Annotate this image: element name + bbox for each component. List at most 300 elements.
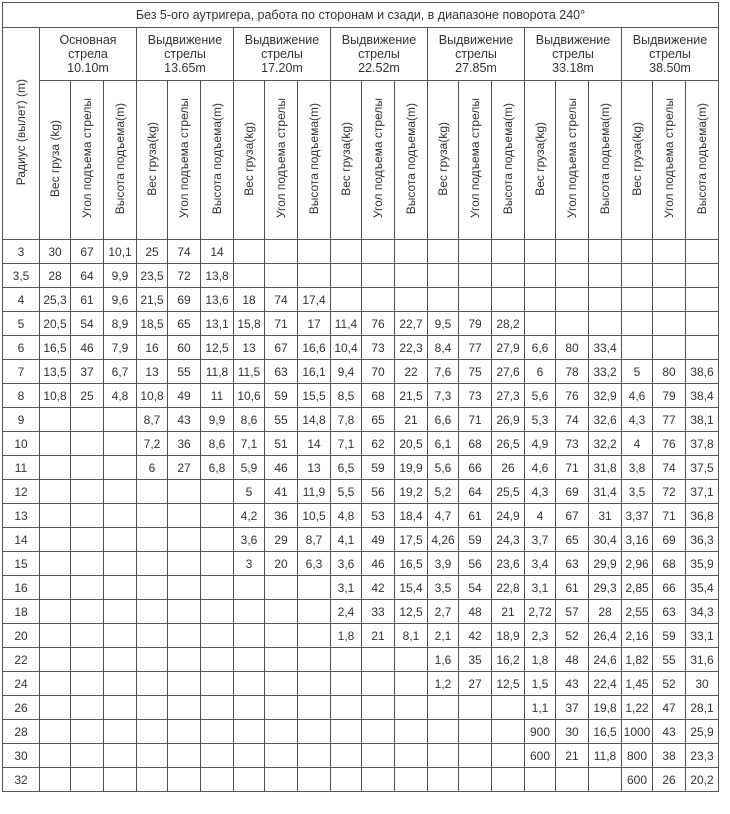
value-cell: 76 — [362, 312, 395, 336]
value-cell — [298, 744, 331, 768]
value-cell — [71, 504, 104, 528]
value-cell: 14 — [201, 240, 234, 264]
value-cell — [201, 768, 234, 792]
value-cell: 26,9 — [492, 408, 525, 432]
value-cell — [622, 264, 653, 288]
load-weight-header — [137, 81, 168, 240]
boom-group-header — [40, 28, 137, 81]
value-cell — [265, 648, 298, 672]
value-cell: 4,6 — [622, 384, 653, 408]
value-cell: 20,5 — [40, 312, 71, 336]
value-cell — [40, 504, 71, 528]
value-cell: 35,9 — [686, 552, 719, 576]
value-cell: 3,9 — [428, 552, 459, 576]
boom-angle-header — [168, 81, 201, 240]
value-cell: 8,9 — [104, 312, 137, 336]
value-cell — [137, 552, 168, 576]
table-row — [3, 432, 719, 456]
value-cell: 2,1 — [428, 624, 459, 648]
value-cell — [71, 408, 104, 432]
value-cell — [168, 672, 201, 696]
value-cell — [71, 480, 104, 504]
value-cell: 74 — [265, 288, 298, 312]
value-cell: 29,9 — [589, 552, 622, 576]
value-cell: 6,6 — [525, 336, 556, 360]
value-cell — [40, 408, 71, 432]
value-cell — [265, 672, 298, 696]
value-cell — [589, 240, 622, 264]
value-cell: 31,6 — [686, 648, 719, 672]
value-cell — [201, 648, 234, 672]
value-cell — [589, 768, 622, 792]
value-cell: 43 — [556, 672, 589, 696]
value-cell: 24,6 — [589, 648, 622, 672]
boom-angle-header — [265, 81, 298, 240]
value-cell: 8,5 — [331, 384, 362, 408]
lift-height-header — [686, 81, 719, 240]
value-cell — [395, 648, 428, 672]
value-cell — [686, 336, 719, 360]
value-cell — [395, 744, 428, 768]
value-cell: 27,3 — [492, 384, 525, 408]
value-cell: 6,7 — [104, 360, 137, 384]
radius-cell: 16 — [3, 576, 40, 600]
table-row — [3, 576, 719, 600]
boom-group-label: Основная стрела — [59, 33, 117, 61]
value-cell: 6 — [525, 360, 556, 384]
value-cell — [201, 504, 234, 528]
value-cell — [622, 312, 653, 336]
value-cell — [653, 288, 686, 312]
value-cell: 6,8 — [201, 456, 234, 480]
value-cell: 48 — [556, 648, 589, 672]
value-cell: 25 — [137, 240, 168, 264]
value-cell: 68 — [362, 384, 395, 408]
value-cell — [556, 312, 589, 336]
value-cell: 79 — [459, 312, 492, 336]
value-cell: 13 — [298, 456, 331, 480]
boom-length: 22.52m — [358, 61, 400, 75]
value-cell — [265, 240, 298, 264]
value-cell — [137, 720, 168, 744]
value-cell: 7,2 — [137, 432, 168, 456]
value-cell — [40, 456, 71, 480]
value-cell: 54 — [459, 576, 492, 600]
value-cell — [168, 648, 201, 672]
boom-group-header — [234, 28, 331, 81]
radius-header-label: Радиус (вылет) (m) — [14, 78, 28, 186]
value-cell: 9,9 — [201, 408, 234, 432]
value-cell: 71 — [265, 312, 298, 336]
value-cell — [525, 768, 556, 792]
radius-cell: 13 — [3, 504, 40, 528]
load-weight-header-label: Вес груза(kg) — [339, 121, 353, 196]
radius-cell: 9 — [3, 408, 40, 432]
radius-cell: 8 — [3, 384, 40, 408]
radius-cell: 24 — [3, 672, 40, 696]
value-cell: 69 — [168, 288, 201, 312]
value-cell — [137, 744, 168, 768]
boom-angle-header — [556, 81, 589, 240]
value-cell — [556, 768, 589, 792]
value-cell — [71, 576, 104, 600]
table-row — [3, 504, 719, 528]
value-cell — [265, 264, 298, 288]
value-cell: 12,5 — [201, 336, 234, 360]
boom-angle-header — [459, 81, 492, 240]
table-row — [3, 648, 719, 672]
value-cell: 36,8 — [686, 504, 719, 528]
table-title: Без 5-ого аутригера, работа по сторонам и сзади, в диапазоне поворота 240° — [3, 3, 719, 28]
value-cell — [137, 528, 168, 552]
value-cell: 38,1 — [686, 408, 719, 432]
value-cell — [459, 720, 492, 744]
value-cell — [265, 600, 298, 624]
value-cell — [104, 600, 137, 624]
value-cell: 1,8 — [331, 624, 362, 648]
lift-height-header-label: Высота подъема(m) — [404, 102, 418, 215]
value-cell — [298, 624, 331, 648]
value-cell: 16 — [137, 336, 168, 360]
value-cell: 59 — [459, 528, 492, 552]
value-cell: 16,2 — [492, 648, 525, 672]
value-cell — [298, 264, 331, 288]
value-cell — [459, 240, 492, 264]
value-cell: 46 — [265, 456, 298, 480]
value-cell: 68 — [653, 552, 686, 576]
value-cell: 1,8 — [525, 648, 556, 672]
value-cell: 27,6 — [492, 360, 525, 384]
value-cell: 31,4 — [589, 480, 622, 504]
load-weight-header — [428, 81, 459, 240]
value-cell — [362, 720, 395, 744]
value-cell: 48 — [459, 600, 492, 624]
value-cell — [362, 768, 395, 792]
value-cell: 5 — [622, 360, 653, 384]
value-cell: 53 — [362, 504, 395, 528]
value-cell — [137, 600, 168, 624]
table-row — [3, 456, 719, 480]
table-row — [3, 744, 719, 768]
value-cell: 10,1 — [104, 240, 137, 264]
value-cell: 9,4 — [331, 360, 362, 384]
value-cell: 73 — [362, 336, 395, 360]
value-cell: 71 — [653, 504, 686, 528]
value-cell: 33 — [362, 600, 395, 624]
value-cell: 13,5 — [40, 360, 71, 384]
boom-angle-header-label: Угол подъема стрелы — [274, 98, 288, 219]
value-cell — [653, 264, 686, 288]
value-cell — [40, 744, 71, 768]
lift-height-header — [492, 81, 525, 240]
value-cell: 16,5 — [589, 720, 622, 744]
value-cell — [137, 648, 168, 672]
value-cell — [331, 768, 362, 792]
value-cell: 57 — [556, 600, 589, 624]
value-cell: 43 — [168, 408, 201, 432]
value-cell: 21,5 — [137, 288, 168, 312]
boom-length: 17.20m — [261, 61, 303, 75]
value-cell: 9,9 — [104, 264, 137, 288]
value-cell — [168, 744, 201, 768]
value-cell: 5 — [234, 480, 265, 504]
value-cell: 32,2 — [589, 432, 622, 456]
value-cell: 30 — [40, 240, 71, 264]
table-row — [3, 672, 719, 696]
value-cell: 7,8 — [331, 408, 362, 432]
value-cell: 17,5 — [395, 528, 428, 552]
value-cell: 67 — [265, 336, 298, 360]
value-cell: 65 — [362, 408, 395, 432]
value-cell: 7,3 — [428, 384, 459, 408]
value-cell — [331, 744, 362, 768]
value-cell: 10,8 — [40, 384, 71, 408]
radius-cell: 12 — [3, 480, 40, 504]
value-cell: 80 — [556, 336, 589, 360]
value-cell: 5,6 — [525, 384, 556, 408]
value-cell — [428, 768, 459, 792]
value-cell — [362, 696, 395, 720]
value-cell: 46 — [362, 552, 395, 576]
value-cell — [622, 336, 653, 360]
value-cell: 71 — [459, 408, 492, 432]
value-cell — [395, 264, 428, 288]
value-cell: 36,3 — [686, 528, 719, 552]
value-cell: 28,2 — [492, 312, 525, 336]
value-cell — [492, 744, 525, 768]
value-cell: 76 — [556, 384, 589, 408]
value-cell: 49 — [168, 384, 201, 408]
value-cell: 6,6 — [428, 408, 459, 432]
value-cell: 55 — [653, 648, 686, 672]
value-cell: 4,3 — [622, 408, 653, 432]
value-cell: 55 — [265, 408, 298, 432]
value-cell: 32,9 — [589, 384, 622, 408]
lift-height-header — [589, 81, 622, 240]
value-cell: 31,8 — [589, 456, 622, 480]
value-cell: 25,9 — [686, 720, 719, 744]
value-cell: 8,6 — [234, 408, 265, 432]
value-cell: 600 — [525, 744, 556, 768]
value-cell — [622, 240, 653, 264]
value-cell: 21,5 — [395, 384, 428, 408]
value-cell: 37,8 — [686, 432, 719, 456]
table-row — [3, 264, 719, 288]
value-cell — [104, 480, 137, 504]
value-cell: 1,6 — [428, 648, 459, 672]
value-cell: 11,9 — [298, 480, 331, 504]
value-cell: 65 — [556, 528, 589, 552]
value-cell — [395, 288, 428, 312]
value-cell — [428, 720, 459, 744]
value-cell — [71, 672, 104, 696]
value-cell — [71, 720, 104, 744]
lift-height-header — [298, 81, 331, 240]
boom-group-header — [622, 28, 719, 81]
table-row — [3, 528, 719, 552]
boom-angle-header-label: Угол подъема стрелы — [371, 98, 385, 219]
value-cell: 35,4 — [686, 576, 719, 600]
value-cell — [428, 288, 459, 312]
value-cell: 72 — [168, 264, 201, 288]
value-cell — [362, 288, 395, 312]
value-cell: 4,26 — [428, 528, 459, 552]
value-cell: 59 — [653, 624, 686, 648]
value-cell: 5,5 — [331, 480, 362, 504]
value-cell: 13,8 — [201, 264, 234, 288]
value-cell — [71, 768, 104, 792]
value-cell: 4,8 — [331, 504, 362, 528]
value-cell: 3,6 — [331, 552, 362, 576]
value-cell: 4,7 — [428, 504, 459, 528]
value-cell — [395, 720, 428, 744]
value-cell: 7,6 — [428, 360, 459, 384]
lift-height-header — [201, 81, 234, 240]
value-cell: 11,5 — [234, 360, 265, 384]
value-cell: 8,6 — [201, 432, 234, 456]
value-cell: 27 — [168, 456, 201, 480]
value-cell — [331, 264, 362, 288]
value-cell — [395, 240, 428, 264]
value-cell — [137, 624, 168, 648]
value-cell: 46 — [71, 336, 104, 360]
value-cell: 16,5 — [40, 336, 71, 360]
value-cell — [104, 528, 137, 552]
value-cell: 80 — [653, 360, 686, 384]
value-cell: 33,2 — [589, 360, 622, 384]
value-cell — [265, 624, 298, 648]
value-cell: 4,3 — [525, 480, 556, 504]
value-cell — [40, 720, 71, 744]
table-row — [3, 240, 719, 264]
value-cell — [168, 480, 201, 504]
boom-length: 38.50m — [649, 61, 691, 75]
radius-cell: 3,5 — [3, 264, 40, 288]
value-cell — [168, 504, 201, 528]
value-cell — [525, 264, 556, 288]
table-row — [3, 480, 719, 504]
value-cell: 25 — [71, 384, 104, 408]
value-cell — [298, 576, 331, 600]
value-cell: 14,8 — [298, 408, 331, 432]
table-row — [3, 288, 719, 312]
value-cell — [40, 576, 71, 600]
value-cell — [459, 696, 492, 720]
boom-angle-header-label: Угол подъема стрелы — [565, 98, 579, 219]
value-cell — [298, 768, 331, 792]
value-cell: 51 — [265, 432, 298, 456]
boom-angle-header-label: Угол подъема стрелы — [177, 98, 191, 219]
value-cell: 74 — [556, 408, 589, 432]
value-cell — [201, 600, 234, 624]
value-cell: 13,6 — [201, 288, 234, 312]
value-cell: 4,6 — [525, 456, 556, 480]
value-cell: 7,9 — [104, 336, 137, 360]
boom-group-header — [428, 28, 525, 81]
boom-group-header — [331, 28, 428, 81]
value-cell: 23,5 — [137, 264, 168, 288]
value-cell: 4,9 — [525, 432, 556, 456]
value-cell: 63 — [653, 600, 686, 624]
value-cell: 38,6 — [686, 360, 719, 384]
value-cell: 37,5 — [686, 456, 719, 480]
value-cell: 38 — [653, 744, 686, 768]
value-cell: 71 — [556, 456, 589, 480]
table-row — [3, 336, 719, 360]
value-cell — [104, 648, 137, 672]
value-cell — [201, 624, 234, 648]
value-cell — [525, 288, 556, 312]
value-cell: 38,4 — [686, 384, 719, 408]
value-cell: 13 — [234, 336, 265, 360]
value-cell — [137, 504, 168, 528]
value-cell — [234, 744, 265, 768]
value-cell: 65 — [168, 312, 201, 336]
value-cell: 25,3 — [40, 288, 71, 312]
value-cell: 2,72 — [525, 600, 556, 624]
value-cell — [168, 600, 201, 624]
value-cell: 31 — [589, 504, 622, 528]
value-cell: 21 — [556, 744, 589, 768]
value-cell — [265, 576, 298, 600]
value-cell: 66 — [653, 576, 686, 600]
radius-cell: 15 — [3, 552, 40, 576]
value-cell — [104, 768, 137, 792]
boom-group-label: Выдвижение стрелы — [438, 33, 514, 61]
value-cell — [428, 696, 459, 720]
radius-cell: 28 — [3, 720, 40, 744]
value-cell — [428, 264, 459, 288]
value-cell — [137, 672, 168, 696]
value-cell: 3,5 — [622, 480, 653, 504]
value-cell — [331, 240, 362, 264]
value-cell — [168, 624, 201, 648]
value-cell — [298, 600, 331, 624]
value-cell — [40, 480, 71, 504]
value-cell: 2,4 — [331, 600, 362, 624]
boom-angle-header-label: Угол подъема стрелы — [80, 98, 94, 219]
value-cell: 900 — [525, 720, 556, 744]
value-cell: 8,7 — [137, 408, 168, 432]
value-cell: 20,2 — [686, 768, 719, 792]
value-cell: 12,5 — [492, 672, 525, 696]
boom-angle-header — [653, 81, 686, 240]
table-row — [3, 312, 719, 336]
value-cell: 78 — [556, 360, 589, 384]
value-cell — [137, 480, 168, 504]
value-cell: 11,8 — [201, 360, 234, 384]
value-cell: 15,8 — [234, 312, 265, 336]
value-cell: 54 — [71, 312, 104, 336]
value-cell: 19,8 — [589, 696, 622, 720]
table-row — [3, 624, 719, 648]
value-cell — [40, 648, 71, 672]
table-row — [3, 360, 719, 384]
value-cell — [137, 576, 168, 600]
value-cell: 2,16 — [622, 624, 653, 648]
value-cell: 4,1 — [331, 528, 362, 552]
value-cell: 23,6 — [492, 552, 525, 576]
boom-angle-header — [362, 81, 395, 240]
value-cell — [104, 672, 137, 696]
value-cell: 2,3 — [525, 624, 556, 648]
value-cell: 70 — [362, 360, 395, 384]
value-cell — [331, 696, 362, 720]
value-cell: 59 — [265, 384, 298, 408]
value-cell: 1,82 — [622, 648, 653, 672]
value-cell: 18,5 — [137, 312, 168, 336]
value-cell: 56 — [459, 552, 492, 576]
